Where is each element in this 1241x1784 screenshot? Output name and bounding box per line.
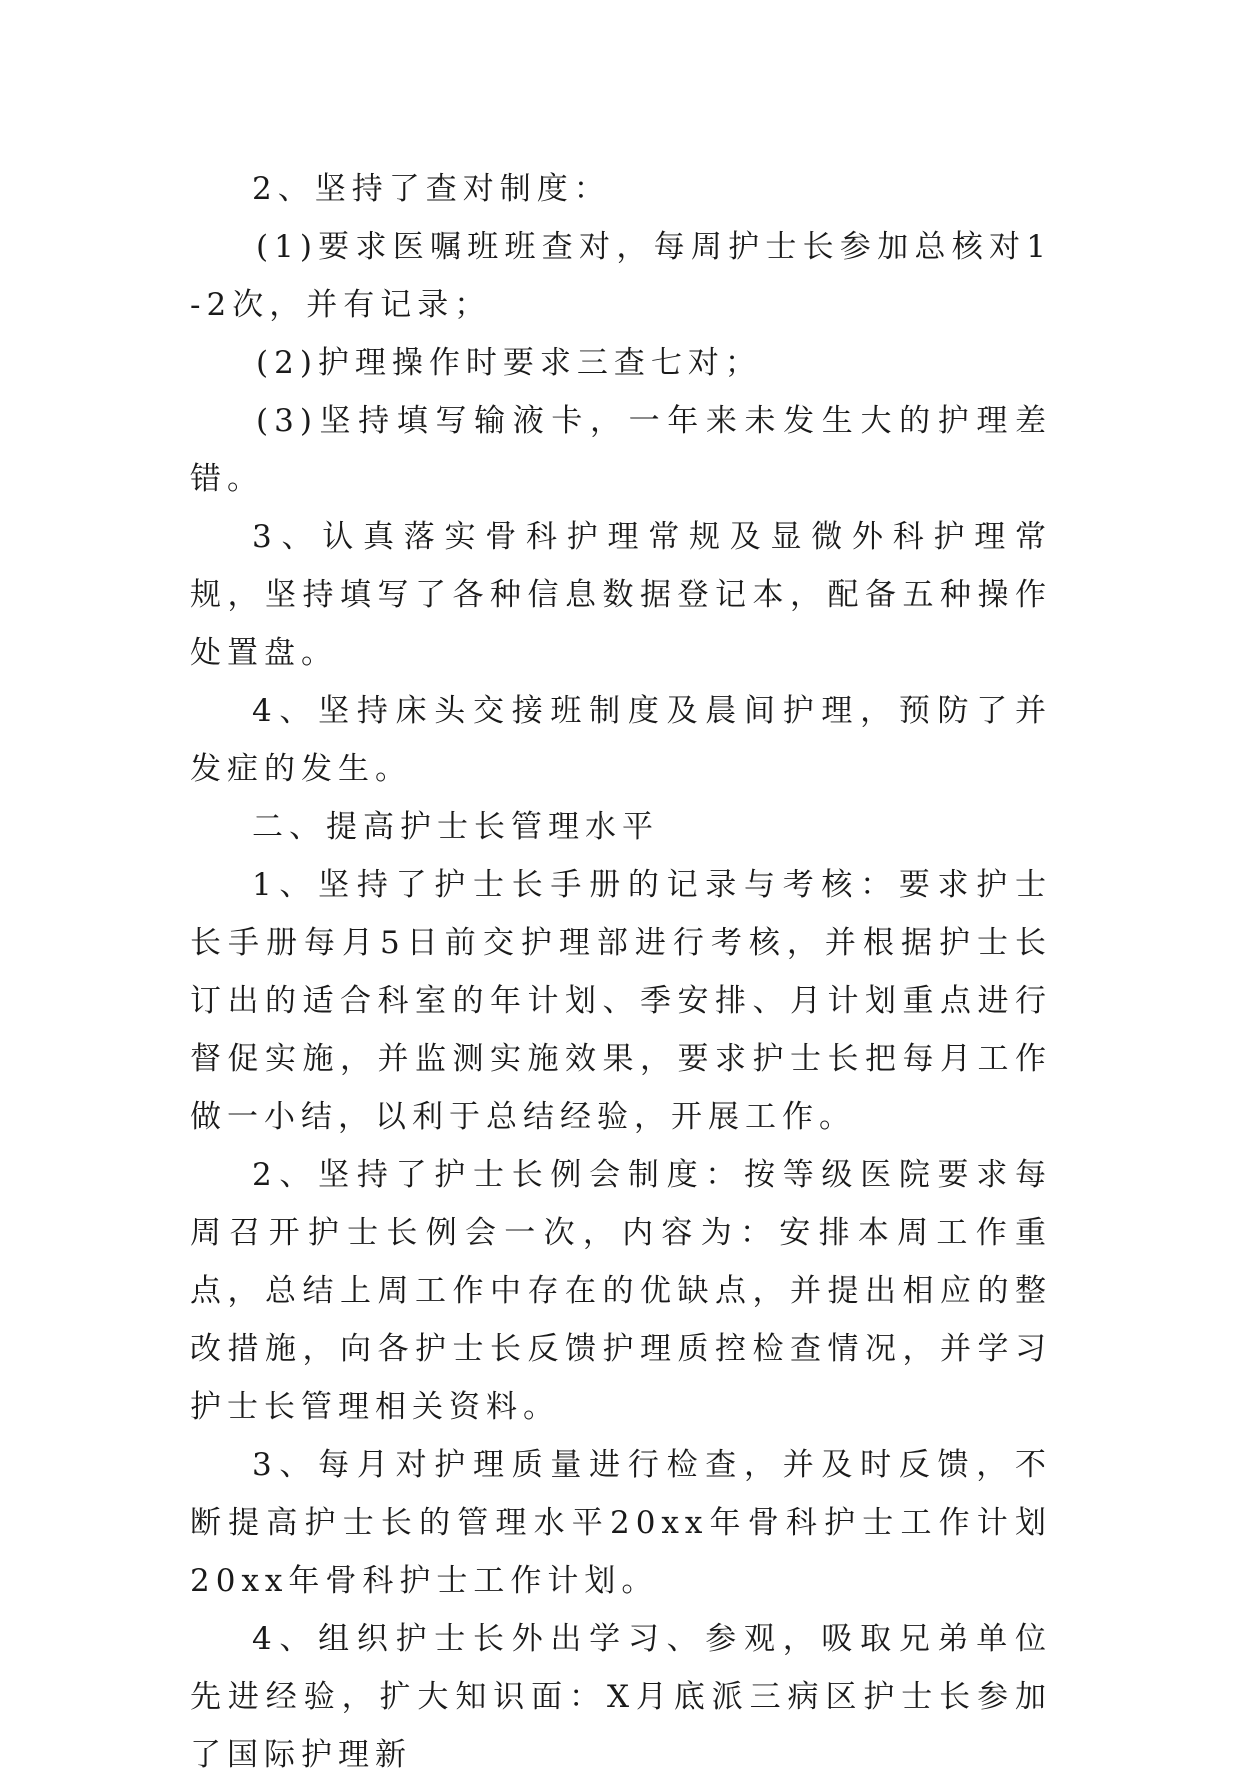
paragraph-nursing-routine: 3、认真落实骨科护理常规及显微外科护理常规，坚持填写了各种信息数据登记本，配备五种操作处置盘。 [190,519,1052,671]
paragraph-check-system: 2、坚持了查对制度： [252,171,611,207]
document-body [190,160,1052,1784]
paragraph-head-nurse-meeting: 2、坚持了护士长例会制度：按等级医院要求每周召开护士长例会一次，内容为：安排本周工作重点，总结上周工作中存在的优缺点，并提出相应的整改措施，向各护士长反馈护理质控检查情况，并学习护士长管理相关资料。 [190,1157,1052,1425]
paragraph-monthly-quality-check: 3、每月对护理质量进行检查，并及时反馈，不断提高护士长的管理水平20xx年骨科护士工作计划20xx年骨科护士工作计划。 [190,1447,1052,1599]
paragraph-check-item-2: (2)护理操作时要求三查七对； [256,345,762,381]
paragraph-bedside-handover: 4、坚持床头交接班制度及晨间护理，预防了并发症的发生。 [190,693,1052,787]
section-heading-management: 二、提高护士长管理水平 [252,809,659,845]
paragraph-check-item-3: (3)坚持填写输液卡，一年来未发生大的护理差错。 [190,403,1052,497]
paragraph-head-nurse-manual: 1、坚持了护士长手册的记录与考核：要求护士长手册每月5日前交护理部进行考核，并根据护士长订出的适合科室的年计划、季安排、月计划重点进行督促实施，并监测实施效果，要求护士长把每月工作做一小结，以利于总结经验，开展工作。 [190,867,1052,1135]
paragraph-check-item-1: (1)要求医嘱班班查对，每周护士长参加总核对1-2次，并有记录； [190,229,1052,323]
paragraph-external-study: 4、组织护士长外出学习、参观，吸取兄弟单位先进经验，扩大知识面：X月底派三病区护士长参加了国际护理新 [190,1621,1052,1773]
